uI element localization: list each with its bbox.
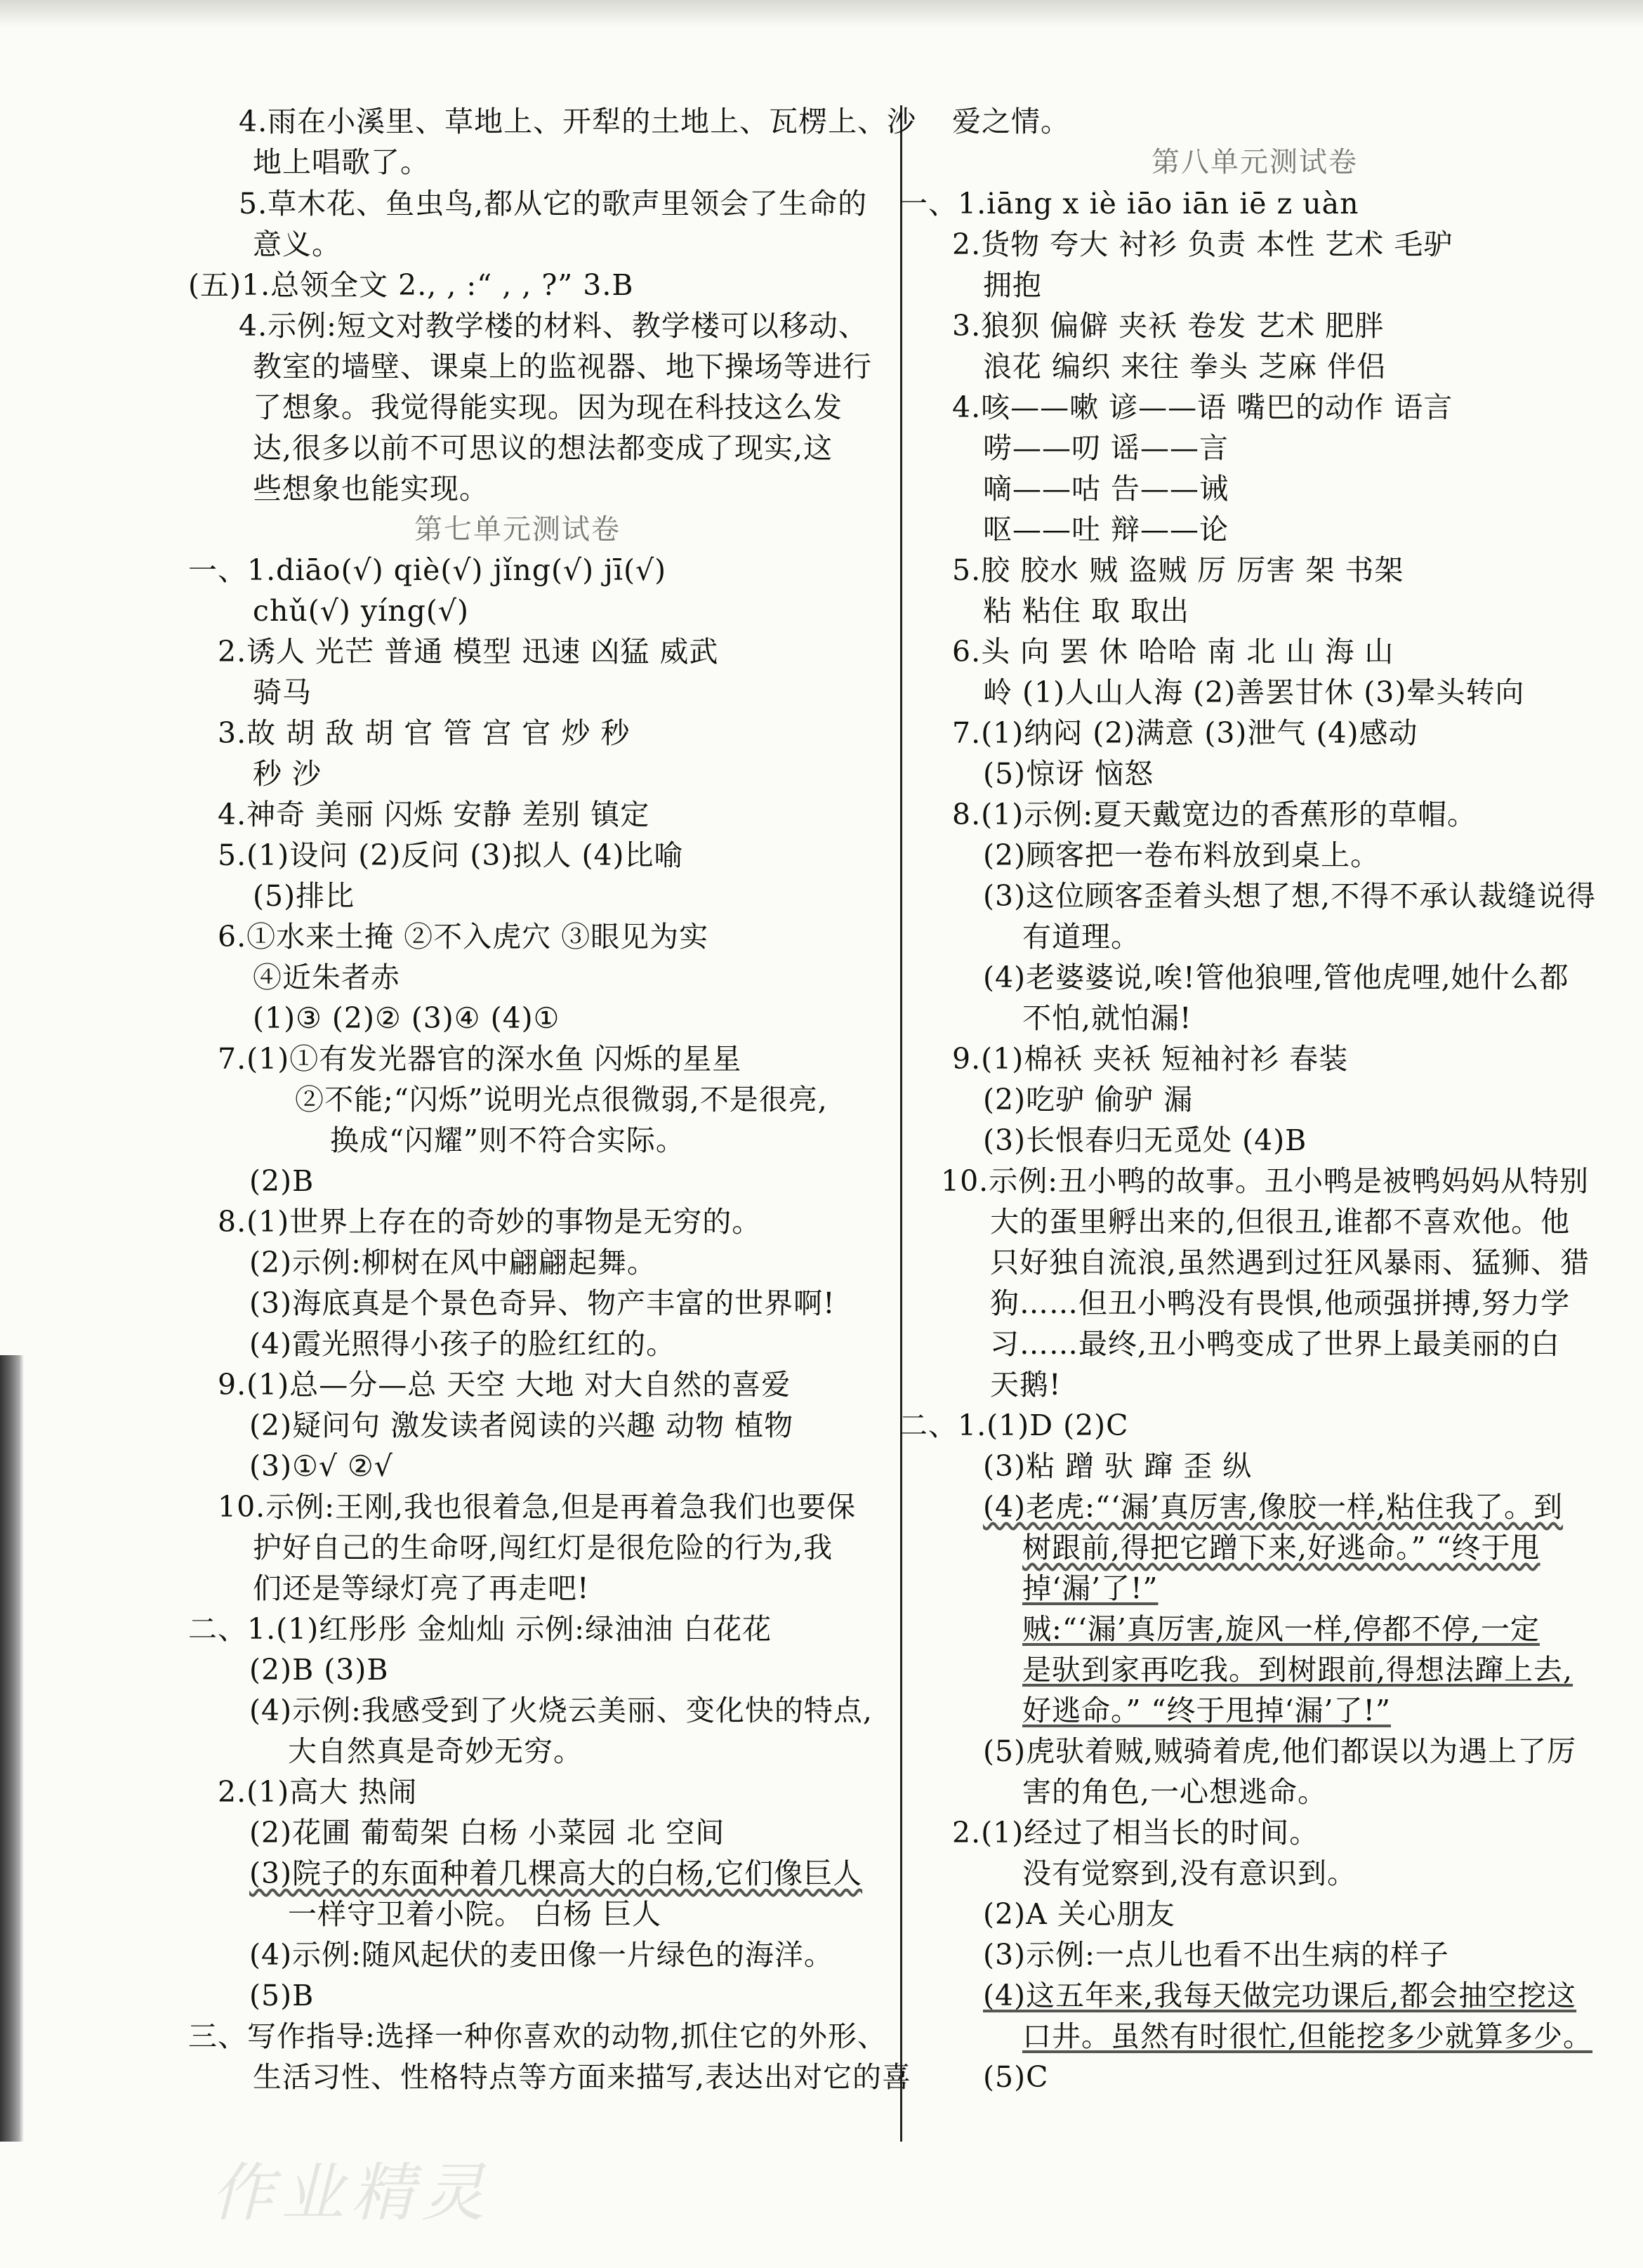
left-answer-line: 9.(1)总—分—总 天空 大地 对大自然的喜爱 bbox=[218, 1368, 791, 1402]
left-answer-line: 2.(1)高大 热闹 bbox=[218, 1775, 418, 1809]
right-answer-line: 好逃命。” “终于甩掉‘漏’了!” bbox=[1022, 1694, 1391, 1727]
section-title: 第七单元测试卷 bbox=[414, 513, 621, 546]
left-answer-line: (2)B bbox=[249, 1164, 315, 1198]
right-answer-line: 6.头 向 罢 休 哈哈 南 北 山 海 山 bbox=[952, 635, 1394, 668]
right-answer-line: (4)这五年来,我每天做完功课后,都会抽空挖这 bbox=[983, 1979, 1577, 2012]
left-answer-line: 一样守卫着小院。 白杨 巨人 bbox=[288, 1897, 662, 1931]
right-answer-line: 岭 (1)人山人海 (2)善罢甘休 (3)晕头转向 bbox=[983, 675, 1525, 709]
right-answer-line: 树跟前,得把它蹭下来,好逃命。” “终于甩 bbox=[1022, 1531, 1540, 1564]
left-answer-line: 生活习性、性格特点等方面来描写,表达出对它的喜 bbox=[253, 2060, 912, 2094]
left-answer-line: 6.①水来土掩 ②不入虎穴 ③眼见为实 bbox=[218, 920, 709, 954]
right-answer-line: (4)老虎:“‘漏’真厉害,像胶一样,粘住我了。到 bbox=[983, 1490, 1563, 1524]
left-answer-line: 秒 沙 bbox=[253, 757, 322, 791]
left-answer-line: 二、1.(1)红彤彤 金灿灿 示例:绿油油 白花花 bbox=[188, 1612, 772, 1646]
left-answer-line: 2.诱人 光芒 普通 模型 迅速 凶猛 威武 bbox=[218, 635, 719, 668]
right-answer-line: 有道理。 bbox=[1022, 920, 1140, 954]
left-answer-line: 换成“闪耀”则不符合实际。 bbox=[330, 1123, 685, 1157]
left-answer-line: 了想象。我觉得能实现。因为现在科技这么发 bbox=[253, 390, 843, 424]
right-answer-line: (5)C bbox=[983, 2060, 1049, 2094]
right-answer-line: 一、1.iāng x iè iāo iān iē z uàn bbox=[899, 187, 1359, 220]
left-answer-line: 10.示例:王刚,我也很着急,但是再着急我们也要保 bbox=[218, 1490, 857, 1524]
right-answer-line: 浪花 编织 来往 拳头 芝麻 伴侣 bbox=[983, 350, 1387, 383]
left-answer-line: 意义。 bbox=[253, 228, 341, 261]
right-answer-line: (2)A 关心朋友 bbox=[983, 1897, 1175, 1931]
right-answer-line: 狗……但丑小鸭没有畏惧,他顽强拼搏,努力学 bbox=[990, 1286, 1571, 1320]
left-answer-line: (5)B bbox=[249, 1979, 315, 2012]
left-answer-line: chǔ(√) yíng(√) bbox=[253, 594, 469, 628]
right-answer-line: 是驮到家再吃我。到树跟前,得想法蹿上去, bbox=[1022, 1653, 1573, 1687]
right-answer-line: 拥抱 bbox=[983, 268, 1042, 302]
right-answer-line: (3)这位顾客歪着头想了想,不得不承认裁缝说得 bbox=[983, 879, 1597, 913]
left-answer-line: (3)院子的东面种着几棵高大的白杨,它们像巨人 bbox=[249, 1857, 863, 1890]
right-answer-line: 不怕,就怕漏! bbox=[1022, 1001, 1192, 1035]
right-answer-line: (5)惊讶 恼怒 bbox=[983, 757, 1154, 791]
left-answer-line: (五)1.总领全文 2., , :“ , , ?” 3.B bbox=[188, 268, 634, 302]
left-answer-line: (4)霞光照得小孩子的脸红红的。 bbox=[249, 1327, 676, 1361]
right-answer-line: (5)虎驮着贼,贼骑着虎,他们都误以为遇上了厉 bbox=[983, 1734, 1577, 1768]
left-answer-line: 教室的墙壁、课桌上的监视器、地下操场等进行 bbox=[253, 350, 872, 383]
section-title: 第八单元测试卷 bbox=[1152, 146, 1358, 178]
left-answer-line: 三、写作指导:选择一种你喜欢的动物,抓住它的外形、 bbox=[188, 2019, 887, 2053]
left-answer-line: 5.(1)设问 (2)反问 (3)拟人 (4)比喻 bbox=[218, 838, 684, 872]
left-answer-line: 们还是等绿灯亮了再走吧! bbox=[253, 1571, 590, 1605]
left-answer-line: 5.草木花、鱼虫鸟,都从它的歌声里领会了生命的 bbox=[239, 187, 868, 220]
left-answer-line: (4)示例:随风起伏的麦田像一片绿色的海洋。 bbox=[249, 1938, 833, 1972]
right-answer-line: 4.咳——嗽 谚——语 嘴巴的动作 语言 bbox=[952, 390, 1453, 424]
right-answer-line: 9.(1)棉袄 夹袄 短袖衬衫 春装 bbox=[952, 1042, 1349, 1076]
left-answer-line: (1)③ (2)② (3)④ (4)① bbox=[253, 1001, 560, 1035]
left-answer-line: ②不能;“闪烁”说明光点很微弱,不是很亮, bbox=[295, 1083, 828, 1116]
left-answer-line: 些想象也能实现。 bbox=[253, 472, 489, 506]
left-scan-edge bbox=[0, 1355, 24, 2142]
right-answer-line: (2)吃驴 偷驴 漏 bbox=[983, 1083, 1194, 1116]
right-answer-line: 7.(1)纳闷 (2)满意 (3)泄气 (4)感动 bbox=[952, 716, 1418, 750]
left-answer-line: 4.神奇 美丽 闪烁 安静 差别 镇定 bbox=[218, 798, 650, 831]
left-answer-line: 大自然真是奇妙无穷。 bbox=[288, 1734, 583, 1768]
top-scan-band bbox=[0, 0, 1643, 28]
right-answer-line: (3)长恨春归无觅处 (4)B bbox=[983, 1123, 1307, 1157]
left-answer-line: (4)示例:我感受到了火烧云美丽、变化快的特点, bbox=[249, 1694, 873, 1727]
left-answer-line: (2)花圃 葡萄架 白杨 小菜园 北 空间 bbox=[249, 1816, 725, 1850]
right-answer-line: 粘 粘住 取 取出 bbox=[983, 594, 1190, 628]
right-answer-line: 呕——吐 辩——论 bbox=[983, 513, 1229, 546]
right-answer-line: (3)粘 蹭 驮 蹿 歪 纵 bbox=[983, 1449, 1253, 1483]
right-answer-line: 天鹅! bbox=[990, 1368, 1062, 1402]
left-answer-line: 护好自己的生命呀,闯红灯是很危险的行为,我 bbox=[253, 1531, 833, 1564]
right-answer-line: (2)顾客把一卷布料放到桌上。 bbox=[983, 838, 1380, 872]
right-answer-line: 只好独自流浪,虽然遇到过狂风暴雨、猛狮、猎 bbox=[990, 1246, 1590, 1279]
left-answer-line: 地上唱歌了。 bbox=[253, 145, 430, 179]
left-answer-line: (2)疑问句 激发读者阅读的兴趣 动物 植物 bbox=[249, 1409, 794, 1442]
right-answer-line: 3.狼狈 偏僻 夹袄 卷发 艺术 肥胖 bbox=[952, 309, 1385, 343]
right-answer-line: 口井。虽然有时很忙,但能挖多少就算多少。 bbox=[1022, 2019, 1593, 2053]
left-answer-line: 7.(1)①有发光器官的深水鱼 闪烁的星星 bbox=[218, 1042, 742, 1076]
left-answer-line: (3)①√ ②√ bbox=[249, 1449, 393, 1483]
left-answer-line: (3)海底真是个景色奇异、物产丰富的世界啊! bbox=[249, 1286, 836, 1320]
right-answer-line: 5.胶 胶水 贼 盗贼 厉 厉害 架 书架 bbox=[952, 553, 1404, 587]
right-answer-line: 唠——叨 谣——言 bbox=[983, 431, 1229, 465]
right-answer-line: 2.货物 夸大 衬衫 负责 本性 艺术 毛驴 bbox=[952, 228, 1453, 261]
column-divider bbox=[900, 105, 902, 2142]
right-answer-line: (3)示例:一点儿也看不出生病的样子 bbox=[983, 1938, 1449, 1972]
right-answer-line: 习……最终,丑小鸭变成了世界上最美丽的白 bbox=[990, 1327, 1561, 1361]
left-answer-line: 一、1.diāo(√) qiè(√) jǐng(√) jī(√) bbox=[188, 553, 667, 587]
left-answer-line: ④近朱者赤 bbox=[253, 961, 400, 994]
right-answer-line: 爱之情。 bbox=[952, 105, 1070, 138]
left-answer-line: 8.(1)世界上存在的奇妙的事物是无穷的。 bbox=[218, 1205, 762, 1239]
right-answer-line: 大的蛋里孵出来的,但很丑,谁都不喜欢他。他 bbox=[990, 1205, 1571, 1239]
right-answer-line: (4)老婆婆说,唉!管他狼哩,管他虎哩,她什么都 bbox=[983, 961, 1569, 994]
right-answer-line: 二、1.(1)D (2)C bbox=[899, 1409, 1129, 1442]
left-answer-line: 达,很多以前不可思议的想法都变成了现实,这 bbox=[253, 431, 833, 465]
right-answer-line: 嘀——咕 告——诫 bbox=[983, 472, 1229, 506]
left-answer-line: (2)示例:柳树在风中翩翩起舞。 bbox=[249, 1246, 656, 1279]
right-answer-line: 害的角色,一心想逃命。 bbox=[1022, 1775, 1328, 1809]
right-answer-line: 8.(1)示例:夏天戴宽边的香蕉形的草帽。 bbox=[952, 798, 1477, 831]
right-answer-line: 贼:“‘漏’真厉害,旋风一样,停都不停,一定 bbox=[1022, 1612, 1540, 1646]
left-answer-line: (5)排比 bbox=[253, 879, 355, 913]
left-answer-line: 3.故 胡 敌 胡 官 管 宫 官 炒 秒 bbox=[218, 716, 631, 750]
watermark: 作业精灵 bbox=[211, 2156, 491, 2230]
right-answer-line: 没有觉察到,没有意识到。 bbox=[1022, 1857, 1357, 1890]
right-answer-line: 10.示例:丑小鸭的故事。丑小鸭是被鸭妈妈从特别 bbox=[941, 1164, 1590, 1198]
left-answer-line: 4.示例:短文对教学楼的材料、教学楼可以移动、 bbox=[239, 309, 868, 343]
right-answer-line: 掉‘漏’了!” bbox=[1022, 1571, 1159, 1605]
left-answer-line: 4.雨在小溪里、草地上、开犁的土地上、瓦楞上、沙 bbox=[239, 105, 917, 138]
right-answer-line: 2.(1)经过了相当长的时间。 bbox=[952, 1816, 1319, 1850]
left-answer-line: (2)B (3)B bbox=[249, 1653, 389, 1687]
left-answer-line: 骑马 bbox=[253, 675, 312, 709]
